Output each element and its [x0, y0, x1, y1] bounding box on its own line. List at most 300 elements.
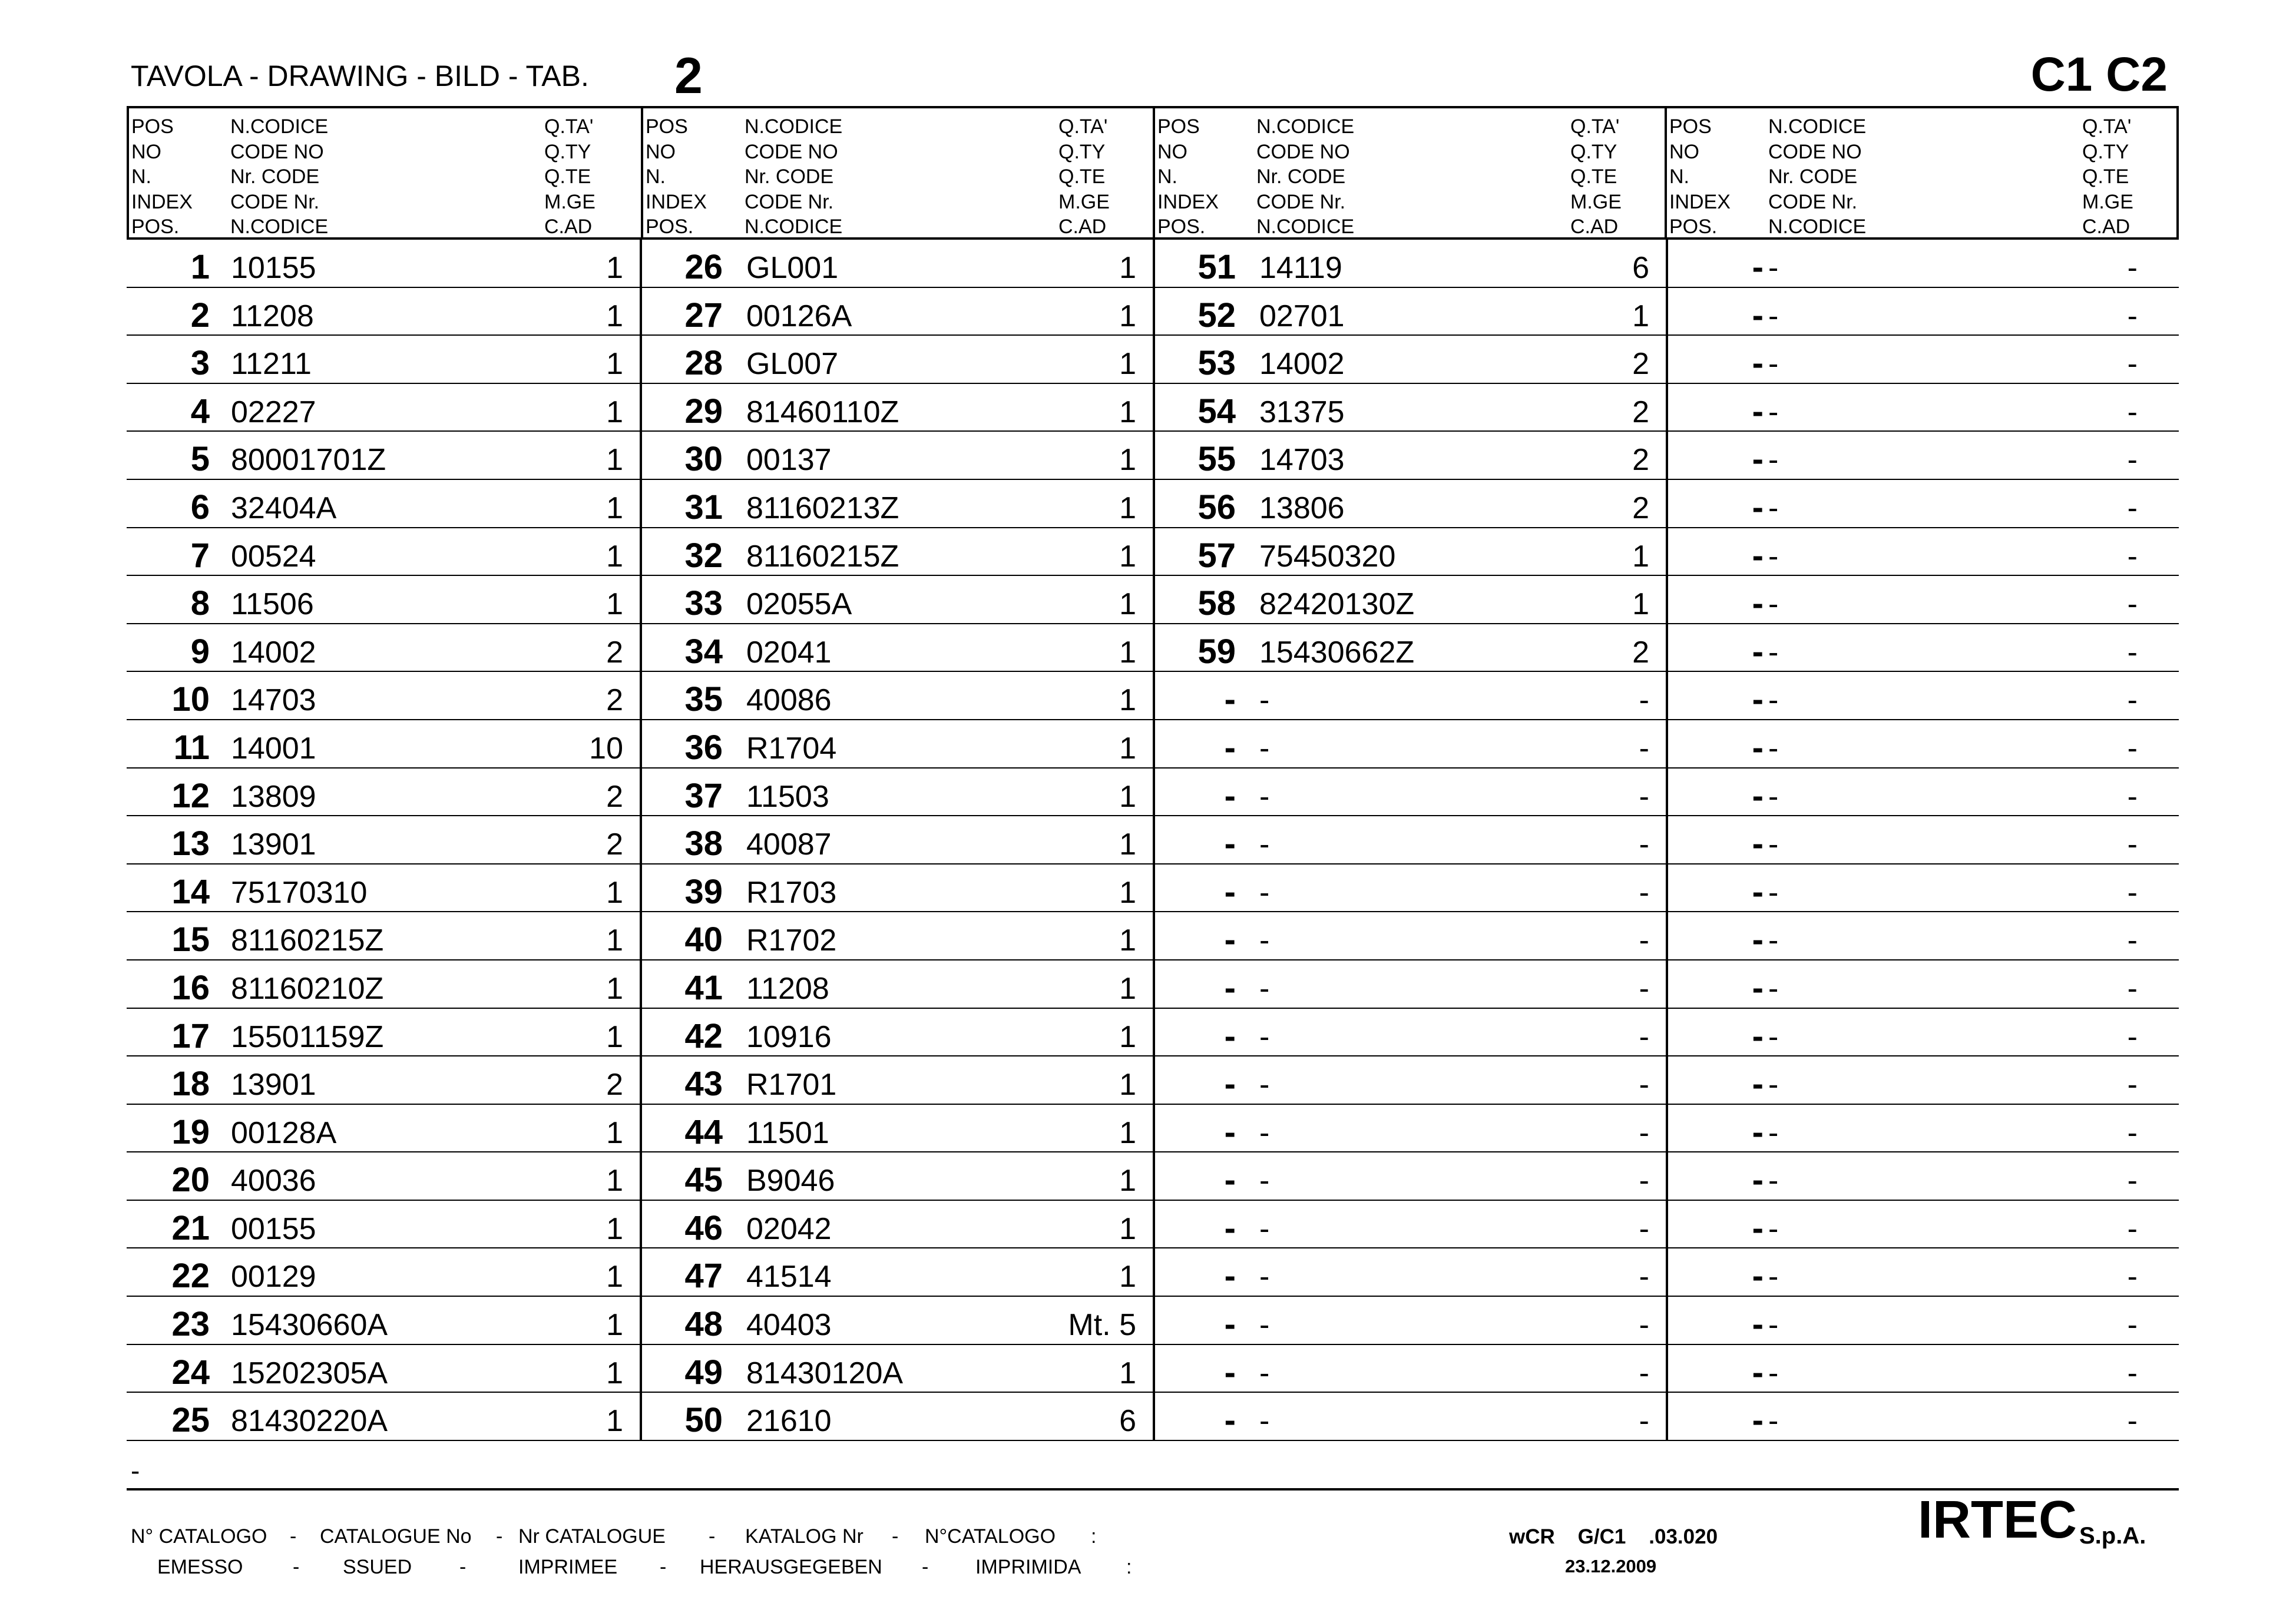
header-label: N.	[646, 165, 666, 188]
quantity: 1	[606, 539, 623, 574]
part-code: -	[1259, 875, 1270, 910]
position-number: 32	[684, 536, 723, 575]
position-number: -	[1752, 920, 1764, 959]
part-code: 41514	[746, 1260, 832, 1294]
position-number: 50	[684, 1401, 723, 1440]
table-row	[1668, 1248, 2179, 1297]
header-col-pos	[646, 114, 707, 240]
quantity: -	[2127, 1211, 2138, 1246]
header-label: M.GE	[1058, 190, 1110, 213]
part-code: 15430662Z	[1259, 635, 1415, 670]
table-row	[127, 528, 640, 577]
header-label: Q.TY	[1058, 140, 1106, 163]
position-number: -	[1224, 1208, 1236, 1247]
table-row	[642, 288, 1153, 336]
part-code: -	[1259, 1260, 1270, 1294]
table-row	[1155, 960, 1666, 1009]
part-code: -	[1768, 1356, 1779, 1390]
part-code: -	[1768, 1164, 1779, 1198]
position-number: -	[1224, 1353, 1236, 1392]
table-row	[1668, 1201, 2179, 1249]
position-number: -	[1752, 584, 1764, 623]
position-number: 25	[171, 1401, 210, 1440]
part-code: -	[1768, 923, 1779, 958]
brand-suffix: S.p.A.	[2079, 1523, 2146, 1549]
header-label: INDEX	[1157, 190, 1219, 213]
position-number: -	[1752, 440, 1764, 479]
header-label: CODE NO	[1768, 140, 1862, 163]
position-number: 17	[171, 1016, 210, 1055]
table-row	[642, 1009, 1153, 1057]
header-label: POS	[1669, 115, 1712, 138]
part-code: 15501159Z	[231, 1019, 384, 1054]
table-row	[642, 480, 1153, 528]
quantity: -	[2127, 395, 2138, 429]
part-code: -	[1768, 635, 1779, 670]
quantity: 1	[606, 1260, 623, 1294]
header-label: N.CODICE	[230, 115, 329, 138]
header-label: N.CODICE	[230, 216, 329, 238]
part-code: 75170310	[231, 875, 368, 910]
footer-divider	[127, 1488, 2179, 1490]
quantity: 2	[606, 683, 623, 718]
part-code: -	[1768, 683, 1779, 718]
table-row	[642, 432, 1153, 480]
position-number: -	[1752, 296, 1764, 334]
position-number: 55	[1197, 440, 1236, 479]
header-label: INDEX	[646, 190, 707, 213]
position-number: 18	[171, 1065, 210, 1104]
quantity: -	[1639, 731, 1649, 766]
table-row	[642, 769, 1153, 817]
quantity: 1	[1119, 779, 1136, 814]
position-number: -	[1224, 1016, 1236, 1055]
quantity: 1	[1119, 683, 1136, 718]
quantity: -	[2127, 875, 2138, 910]
header-label: INDEX	[1669, 190, 1731, 213]
parts-column-block	[127, 240, 640, 1441]
quantity: -	[1639, 1115, 1649, 1150]
quantity: 2	[606, 827, 623, 862]
position-number: 31	[684, 488, 723, 526]
part-code: 11503	[746, 779, 829, 814]
part-code: -	[1259, 1019, 1270, 1054]
quantity: 1	[606, 1356, 623, 1390]
quantity: 1	[1119, 1115, 1136, 1150]
part-code: 13806	[1259, 491, 1345, 525]
part-code: 31375	[1259, 395, 1345, 429]
table-row	[1668, 912, 2179, 960]
position-number: -	[1752, 872, 1764, 911]
footer-label: :	[1091, 1525, 1097, 1548]
position-number: -	[1752, 248, 1764, 286]
table-row	[1155, 576, 1666, 624]
header-label: CODE Nr.	[230, 190, 320, 213]
quantity: 1	[606, 395, 623, 429]
parts-table	[127, 106, 2179, 1441]
header-col-qty	[544, 114, 595, 240]
quantity: Mt. 5	[1068, 1308, 1136, 1343]
header-label: Q.TY	[1570, 140, 1617, 163]
position-number: 53	[1197, 344, 1236, 383]
quantity: 1	[1119, 1211, 1136, 1246]
position-number: -	[1752, 632, 1764, 671]
footer-label: -	[709, 1525, 716, 1548]
footer-label: EMESSO	[157, 1556, 243, 1578]
part-code: -	[1768, 491, 1779, 525]
position-number: 26	[684, 248, 723, 286]
position-number: -	[1752, 1161, 1764, 1200]
table-row	[1668, 1056, 2179, 1105]
quantity: -	[2127, 1068, 2138, 1102]
part-code: 00128A	[231, 1115, 337, 1150]
quantity: -	[1639, 971, 1649, 1006]
table-row	[127, 1201, 640, 1249]
header-label: POS.	[646, 216, 694, 238]
header-col-pos	[1157, 114, 1219, 240]
position-number: -	[1752, 1016, 1764, 1055]
position-number: 13	[171, 824, 210, 863]
position-number: -	[1752, 1353, 1764, 1392]
table-row	[1668, 1393, 2179, 1441]
part-code: 13809	[231, 779, 316, 814]
table-row	[642, 960, 1153, 1009]
position-number: 30	[684, 440, 723, 479]
table-row	[1668, 720, 2179, 769]
table-row	[642, 528, 1153, 577]
part-code: 02055A	[746, 587, 852, 622]
part-code: 00129	[231, 1260, 316, 1294]
table-row	[1155, 336, 1666, 384]
brand-logo: IRTEC	[1918, 1490, 2077, 1549]
header-block	[129, 108, 641, 237]
quantity: -	[1639, 1068, 1649, 1102]
table-row	[1668, 624, 2179, 673]
footer-label: N°CATALOGO	[925, 1525, 1056, 1548]
position-number: 45	[684, 1161, 723, 1200]
position-number: 10	[171, 680, 210, 719]
quantity: 1	[1119, 635, 1136, 670]
part-code: 81160215Z	[746, 539, 899, 574]
quantity: -	[2127, 1308, 2138, 1343]
table-row	[127, 960, 640, 1009]
position-number: -	[1752, 392, 1764, 430]
quantity: -	[2127, 1260, 2138, 1294]
table-row	[642, 672, 1153, 720]
header-label: CODE NO	[745, 140, 838, 163]
table-row	[1668, 1297, 2179, 1345]
quantity: 1	[1119, 587, 1136, 622]
quantity: 1	[1119, 1164, 1136, 1198]
header-label: INDEX	[131, 190, 193, 213]
part-code: 02701	[1259, 299, 1345, 333]
header-label: N.CODICE	[1256, 115, 1355, 138]
table-row	[1668, 1152, 2179, 1201]
position-number: -	[1752, 1065, 1764, 1104]
quantity: 6	[1632, 251, 1649, 285]
table-row	[127, 816, 640, 865]
table-row	[127, 1393, 640, 1441]
part-code: -	[1259, 1404, 1270, 1439]
quantity: -	[2127, 635, 2138, 670]
quantity: -	[1639, 1164, 1649, 1198]
table-row	[1668, 672, 2179, 720]
header-col-pos	[131, 114, 193, 240]
header-label: M.GE	[1570, 190, 1622, 213]
part-code: 11208	[231, 299, 314, 333]
position-number: -	[1224, 920, 1236, 959]
header-label: CODE NO	[230, 140, 324, 163]
part-code: -	[1768, 1308, 1779, 1343]
quantity: -	[2127, 491, 2138, 525]
table-row	[1668, 1009, 2179, 1057]
quantity: 1	[606, 299, 623, 333]
header-label: Nr. CODE	[745, 165, 834, 188]
quantity: 1	[1632, 587, 1649, 622]
table-row	[1155, 288, 1666, 336]
quantity: -	[1639, 1211, 1649, 1246]
footer-label: -	[459, 1556, 467, 1578]
position-number: 34	[684, 632, 723, 671]
table-row	[127, 1152, 640, 1201]
table-row	[127, 1056, 640, 1105]
header-label: C.AD	[2082, 216, 2130, 238]
quantity: -	[2127, 251, 2138, 285]
quantity: 1	[606, 587, 623, 622]
part-code: -	[1768, 1115, 1779, 1150]
quantity: 1	[1119, 1260, 1136, 1294]
header-label: Q.TE	[1058, 165, 1106, 188]
header-label: M.GE	[544, 190, 595, 213]
header-label: N.	[131, 165, 151, 188]
table-row	[1155, 1248, 1666, 1297]
table-row	[1155, 1297, 1666, 1345]
quantity: 1	[606, 1211, 623, 1246]
table-row	[1668, 384, 2179, 432]
position-number: 46	[684, 1208, 723, 1247]
part-code: -	[1259, 971, 1270, 1006]
quantity: 1	[606, 443, 623, 478]
position-number: -	[1752, 1401, 1764, 1440]
quantity: -	[2127, 299, 2138, 333]
table-row	[1668, 240, 2179, 288]
position-number: 23	[171, 1305, 210, 1344]
position-number: 57	[1197, 536, 1236, 575]
position-number: -	[1752, 776, 1764, 815]
position-number: 40	[684, 920, 723, 959]
header-col-code	[1256, 114, 1354, 240]
position-number: -	[1224, 1305, 1236, 1344]
position-number: 49	[684, 1353, 723, 1392]
table-row	[127, 1248, 640, 1297]
quantity: -	[1639, 1019, 1649, 1054]
table-row	[1155, 769, 1666, 817]
parts-column-block	[1666, 240, 2179, 1441]
quantity: -	[1639, 1356, 1649, 1390]
table-row	[642, 576, 1153, 624]
table-row	[127, 384, 640, 432]
table-row	[1155, 1345, 1666, 1393]
header-label: NO	[131, 140, 161, 163]
table-row	[127, 769, 640, 817]
part-code: 75450320	[1259, 539, 1396, 574]
position-number: 48	[684, 1305, 723, 1344]
header-label: N.CODICE	[745, 115, 843, 138]
table-row	[642, 816, 1153, 865]
drawing-number: 2	[674, 48, 703, 104]
part-code: -	[1768, 251, 1779, 285]
table-row	[1155, 672, 1666, 720]
part-code: 00126A	[746, 299, 852, 333]
part-code: 81160210Z	[231, 971, 384, 1006]
table-row	[642, 1345, 1153, 1393]
header-label: N.CODICE	[1768, 115, 1867, 138]
quantity: 1	[1119, 443, 1136, 478]
quantity: 1	[1119, 347, 1136, 382]
header-label: Nr. CODE	[230, 165, 320, 188]
position-number: -	[1224, 680, 1236, 719]
table-row	[1668, 432, 2179, 480]
position-number: 21	[171, 1208, 210, 1247]
drawing-title-label: TAVOLA - DRAWING - BILD - TAB.	[131, 59, 589, 92]
position-number: 36	[684, 728, 723, 767]
header-label: CODE Nr.	[1256, 190, 1346, 213]
quantity: 1	[606, 491, 623, 525]
part-code: -	[1768, 587, 1779, 622]
position-number: 11	[173, 728, 210, 767]
quantity: 1	[1119, 539, 1136, 574]
table-row	[642, 1393, 1153, 1441]
position-number: -	[1224, 776, 1236, 815]
position-number: -	[1752, 1257, 1764, 1296]
part-code: -	[1768, 827, 1779, 862]
position-number: 2	[190, 296, 210, 334]
quantity: -	[1639, 683, 1649, 718]
part-code: 21610	[746, 1404, 832, 1439]
header-label: POS	[1157, 115, 1200, 138]
part-code: -	[1768, 347, 1779, 382]
table-row	[1155, 720, 1666, 769]
quantity: -	[2127, 1164, 2138, 1198]
table-row	[642, 336, 1153, 384]
table-row	[127, 672, 640, 720]
quantity: 1	[1632, 539, 1649, 574]
part-code: -	[1259, 1115, 1270, 1150]
part-code: 40036	[231, 1164, 316, 1198]
header-block	[1665, 108, 2176, 237]
table-row	[1668, 528, 2179, 577]
quantity: 1	[1119, 299, 1136, 333]
table-row	[127, 240, 640, 288]
table-row	[1155, 865, 1666, 913]
position-number: 3	[190, 344, 210, 383]
table-row	[1155, 1009, 1666, 1057]
table-row	[1668, 816, 2179, 865]
table-row	[1155, 816, 1666, 865]
table-row	[1155, 528, 1666, 577]
part-code: 11208	[746, 971, 829, 1006]
quantity: -	[2127, 683, 2138, 718]
quantity: -	[1639, 1404, 1649, 1439]
header-block	[1153, 108, 1665, 237]
header-label: POS.	[131, 216, 180, 238]
quantity: 1	[1632, 299, 1649, 333]
header-label: C.AD	[1058, 216, 1107, 238]
position-number: 9	[190, 632, 210, 671]
part-code: 14703	[231, 683, 316, 718]
catalogue-code: wCR G/C1 .03.020	[1509, 1525, 1718, 1548]
part-code: 02042	[746, 1211, 832, 1246]
header-col-code	[1768, 114, 1866, 240]
table-row	[127, 576, 640, 624]
part-code: 11506	[231, 587, 314, 622]
table-row	[1668, 576, 2179, 624]
table-row	[127, 336, 640, 384]
position-number: -	[1752, 344, 1764, 383]
header-col-code	[230, 114, 328, 240]
footer-label: CATALOGUE No	[320, 1525, 472, 1548]
part-code: 02041	[746, 635, 832, 670]
table-row	[1155, 1105, 1666, 1153]
position-number: -	[1752, 680, 1764, 719]
part-code: -	[1259, 683, 1270, 718]
parts-column-block	[1153, 240, 1666, 1441]
position-number: -	[1224, 1257, 1236, 1296]
part-code: 02227	[231, 395, 316, 429]
table-row	[642, 720, 1153, 769]
part-code: -	[1259, 827, 1270, 862]
table-row	[127, 1009, 640, 1057]
position-number: -	[1224, 824, 1236, 863]
part-code: -	[1768, 1019, 1779, 1054]
quantity: 1	[1119, 395, 1136, 429]
part-code: -	[1768, 1211, 1779, 1246]
part-code: -	[1768, 779, 1779, 814]
quantity: 2	[1632, 395, 1649, 429]
quantity: 1	[1119, 971, 1136, 1006]
footer-label: -	[290, 1525, 297, 1548]
quantity: 1	[606, 1404, 623, 1439]
header-col-qty	[1570, 114, 1622, 240]
part-code: -	[1768, 1404, 1779, 1439]
table-row	[642, 384, 1153, 432]
quantity: -	[2127, 539, 2138, 574]
header-label: N.CODICE	[1768, 216, 1867, 238]
part-code: 00137	[746, 443, 832, 478]
quantity: 1	[1119, 731, 1136, 766]
part-code: 40087	[746, 827, 832, 862]
part-code: -	[1768, 971, 1779, 1006]
part-code: -	[1768, 443, 1779, 478]
header-label: Nr. CODE	[1256, 165, 1346, 188]
quantity: 2	[606, 635, 623, 670]
quantity: -	[2127, 779, 2138, 814]
position-number: 28	[684, 344, 723, 383]
part-code: 15430660A	[231, 1308, 388, 1343]
model-code: C1 C2	[2030, 48, 2168, 101]
position-number: 1	[190, 248, 210, 286]
header-label: Q.TA'	[544, 115, 594, 138]
quantity: 1	[1119, 251, 1136, 285]
table-row	[1155, 1393, 1666, 1441]
position-number: 27	[684, 296, 723, 334]
header-label: N.CODICE	[745, 216, 843, 238]
header-label: NO	[646, 140, 676, 163]
part-code: 14001	[231, 731, 316, 766]
part-code: 15202305A	[231, 1356, 388, 1390]
header-label: Q.TE	[544, 165, 591, 188]
quantity: -	[2127, 1115, 2138, 1150]
